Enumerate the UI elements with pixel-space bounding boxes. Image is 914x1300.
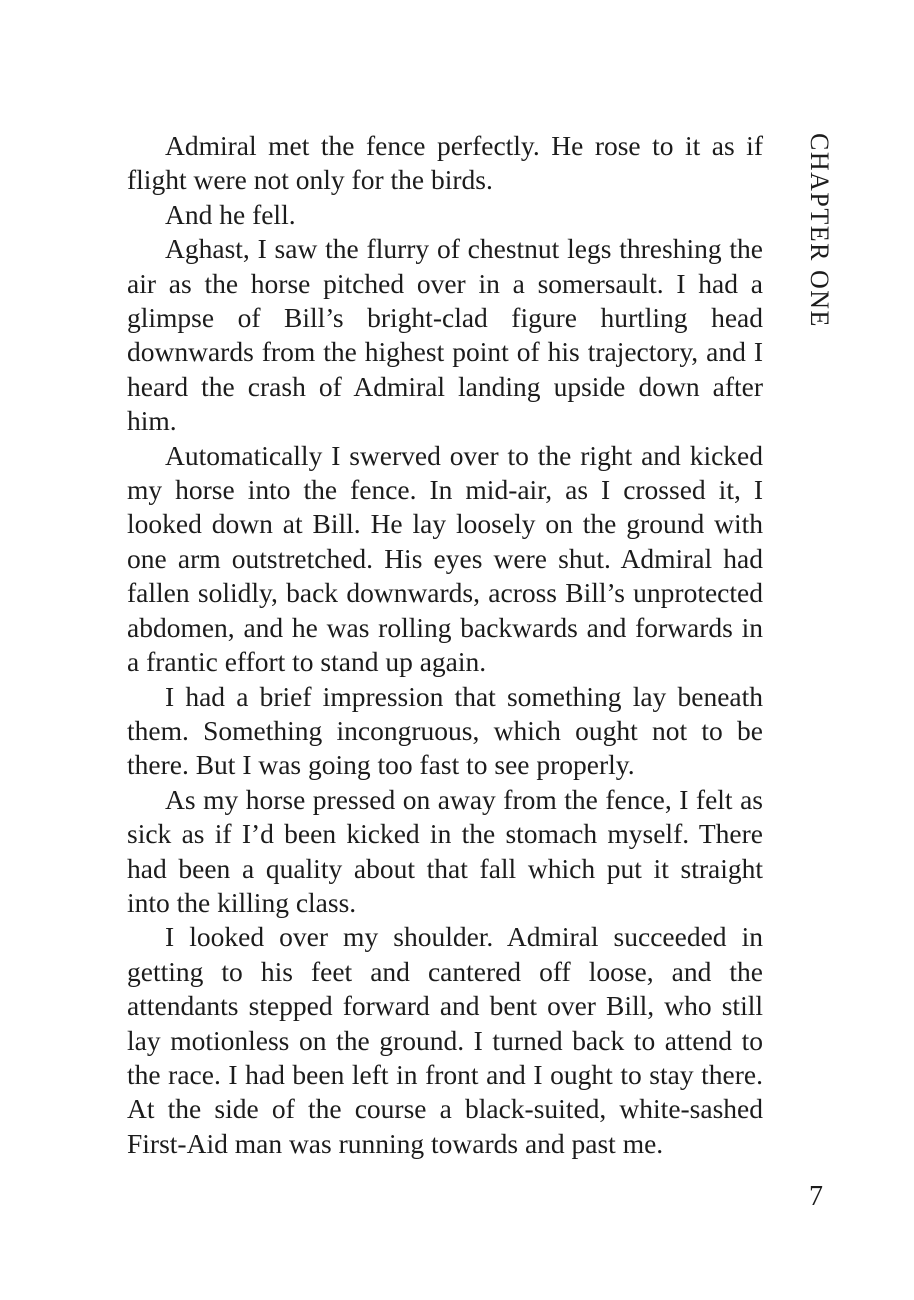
paragraph: Admiral met the fence perfectly. He rose to it as if flight were not only for the birds. [127,130,763,196]
paragraph: I looked over my shoulder. Admiral succeeded in getting to his feet and cantered off loose, and the attendants stepped forward and bent over Bill, who still lay motionless on the ground. I turned back to attend to the race. I had been left in front and I ought to stay there. At the side of the course a black-suited, white-sashed First-Aid man was running towards and past me. [127,921,763,1159]
page-number: 7 [809,1181,823,1212]
paragraph: And he fell. [165,198,296,230]
body-text [127,129,763,1161]
paragraph: As my horse pressed on away from the fence, I felt as sick as if I’d been kicked in the stomach myself. There had been a quality about that fall which put it straight into the killing class. [127,783,763,918]
paragraph: Aghast, I saw the flurry of chestnut legs threshing the air as the horse pitched over in a somersault. I had a glimpse of Bill’s bright-clad figure hurtling head downwards from the highest point of his trajectory, and I heard the crash of Admiral landing upside down after him. [127,233,763,437]
paragraph: Automatically I swerved over to the right and kicked my horse into the fence. In mid-air, as I crossed it, I looked down at Bill. He lay loosely on the ground with one arm outstretched. His eyes were shut. Admiral had fallen solidly, back downwards, across Bill’s unprotected abdomen, and he was rolling backwards and forwards in a frantic effort to stand up again. [127,439,763,678]
paragraph: I had a brief impression that something lay beneath them. Something incongruous, which ought not to be there. But I was going too fast to see properly. [127,680,763,781]
running-head: CHAPTER ONE [805,133,834,328]
